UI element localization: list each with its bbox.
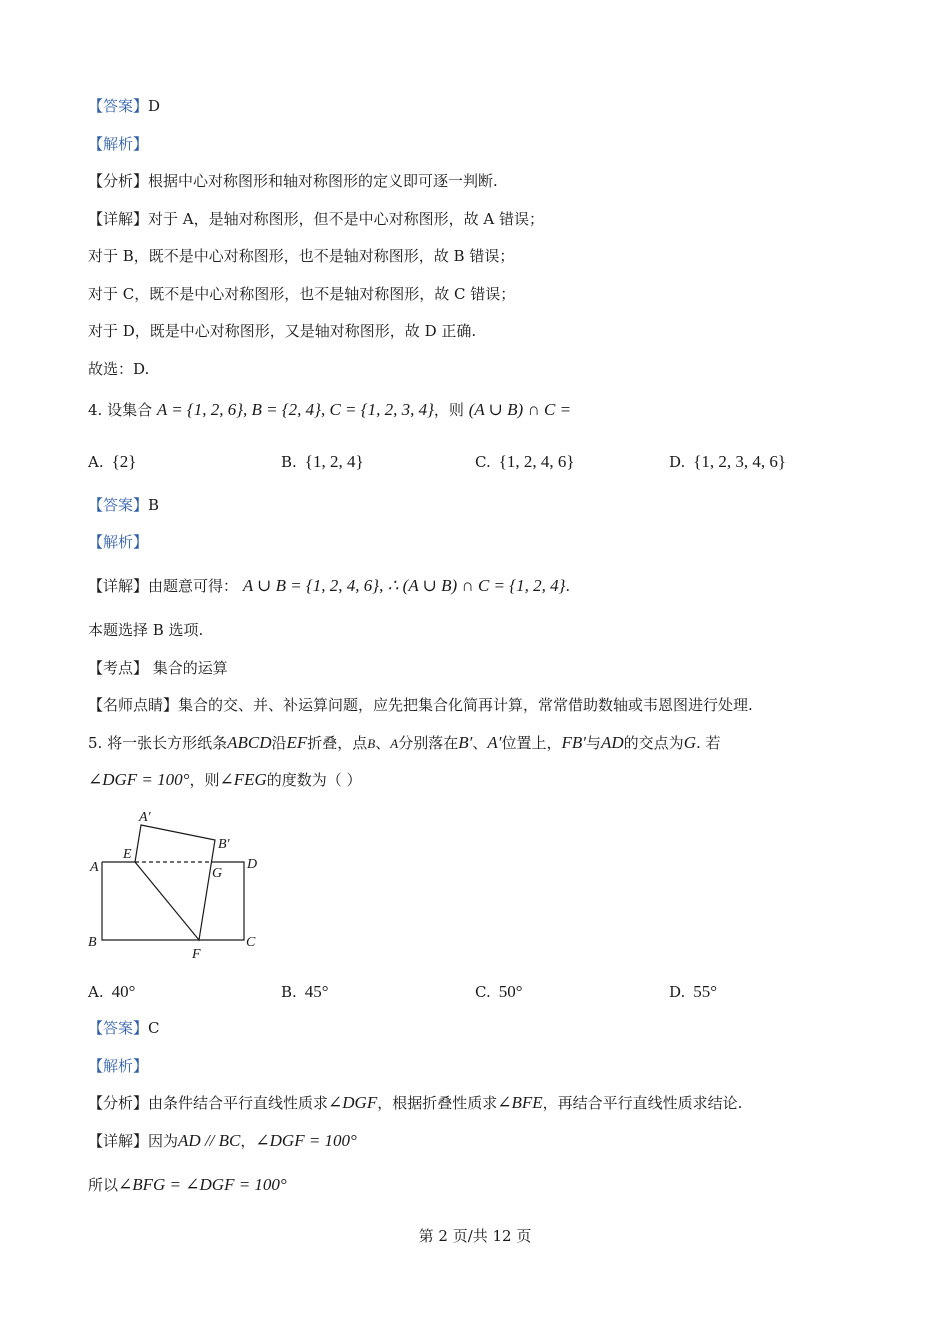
option-label: B. [281,453,297,471]
jiexi-tag: 【解析】 [88,135,149,153]
label-b: B [88,935,97,950]
stem-math: ∠FEG [219,770,267,789]
xiangjie-tag: 【详解】 [88,210,149,228]
fenxi-math: ∠BFE [497,1093,543,1112]
label-a-prime: A′ [139,810,151,825]
kaodian-tag: 【考点】 [88,659,149,677]
stem-math: B [367,736,376,751]
q4-stem [88,400,571,420]
q5-stem-line1 [88,733,721,754]
q5-option-d[interactable] [669,982,717,1002]
option-label: B. [281,983,297,1001]
label-d: D [247,857,258,872]
q3-line-c: 对于 C，既不是中心对称图形，也不是轴对称图形，故 C 错误； [88,285,516,303]
xiangjie-text: 由题意可得： [148,577,239,595]
stem-text: 与 [585,734,601,752]
xiangjie-text: 对于 A，是轴对称图形，但不是中心对称图形，故 A 错误； [148,210,544,228]
fenxi-math: ∠DGF [328,1093,378,1112]
answer-value: B [148,496,160,514]
label-f: F [192,947,201,962]
q5-jiexi-line [88,1056,148,1076]
option-value: 45° [304,982,329,1001]
label-c: C [246,935,256,950]
page-footer: 第 2 页/共 12 页 [418,1227,532,1245]
q5-suoyi-line [88,1175,287,1195]
stem-math: A [390,736,399,751]
answer-tag: 【答案】 [88,496,149,514]
fenxi-text: ，再结合平行直线性质求结论. [542,1094,743,1112]
stem-math: ∠DGF = 100° [88,770,190,789]
xiangjie-math: AD // BC [178,1131,241,1150]
q4-answer-line [88,495,159,515]
xiangjie-tag: 【详解】 [88,1132,149,1150]
label-e: E [123,847,132,862]
option-label: A. [88,983,104,1001]
xiangjie-math: A ∪ B = {1, 2, 4, 6}, ∴ (A ∪ B) ∩ C = {1, 2, 4} [242,576,566,595]
stem-text: 5. 将一张长方形纸条 [88,734,228,752]
q5-fenxi-line [88,1093,742,1113]
answer-value: D [148,97,161,115]
option-label: C. [475,983,491,1001]
suoyi-text: 所以 [88,1176,119,1194]
stem-text: ，则 [189,771,220,789]
option-label: D. [669,983,686,1001]
fenxi-tag: 【分析】 [88,172,149,190]
stem-math: EF [286,733,308,752]
stem-math: FB′ [561,733,586,752]
jiexi-tag: 【解析】 [88,533,149,551]
kaodian-text: 集合的运算 [148,659,228,677]
option-value: {1, 2, 4} [304,452,364,471]
q5-option-c[interactable] [475,982,523,1002]
option-label: A. [88,453,104,471]
option-label: D. [669,453,686,471]
q4-option-a[interactable] [88,452,136,472]
xiangjie-text: 因为 [148,1132,179,1150]
xiangjie-text: ， [240,1132,256,1150]
option-value: {1, 2, 4, 6} [498,452,575,471]
stem-math: B′ [458,733,473,752]
answer-value: C [148,1019,160,1037]
option-value: {1, 2, 3, 4, 6} [693,452,787,471]
fenxi-tag: 【分析】 [88,1094,149,1112]
mingshi-tag: 【名师点睛】 [88,696,179,714]
stem-text: . 若 [695,734,721,752]
q5-option-b[interactable] [281,982,329,1002]
q4-option-b[interactable] [281,452,364,472]
option-value: {2} [111,452,137,471]
q4-jiexi-line [88,532,148,552]
stem-math: AD [601,733,624,752]
option-value: 55° [693,982,718,1001]
jiexi-tag: 【解析】 [88,1057,149,1075]
suoyi-math: ∠BFG = ∠DGF = 100° [118,1175,287,1194]
q4-stem-mid: ，则 [433,401,464,419]
fenxi-text: 根据中心对称图形和轴对称图形的定义即可逐一判断. [148,172,498,190]
q4-stem-math: A = {1, 2, 6}, B = {2, 4}, C = {1, 2, 3, 4} [156,400,434,419]
label-g: G [212,866,223,881]
q4-xiangjie-line [88,576,570,596]
q5-stem-line2 [88,770,362,790]
stem-text: 分别落在 [398,734,459,752]
stem-text: 、 [472,734,488,752]
q3-xiangjie-line [88,209,544,229]
q3-answer-line [88,96,160,116]
fenxi-text: ，根据折叠性质求 [377,1094,498,1112]
xiangjie-math: ∠DGF = 100° [255,1131,357,1150]
option-label: C. [475,453,491,471]
fenxi-text: 由条件结合平行直线性质求 [148,1094,329,1112]
q3-line-b: 对于 B，既不是中心对称图形，也不是轴对称图形，故 B 错误； [88,247,515,265]
folded-flap [135,825,215,940]
q5-xiangjie-line [88,1131,357,1151]
option-value: 40° [111,982,136,1001]
stem-text: 位置上， [501,734,562,752]
xiangjie-tag: 【详解】 [88,577,149,595]
mingshi-text: 集合的交、并、补运算问题，应先把集合化简再计算，常常借助数轴或韦恩图进行处理. [178,696,753,714]
xiangjie-end: . [565,577,571,595]
rectangle-remaining-edge [102,862,244,940]
stem-text: 的交点为 [623,734,684,752]
stem-math: A′ [487,733,502,752]
stem-text: 、 [375,734,391,752]
q4-kaodian-line [88,658,228,678]
q3-choice: 故选：D. [88,360,150,378]
stem-text: 沿 [271,734,287,752]
q4-mingshi-line [88,695,753,715]
q4-stem-prefix: 4. 设集合 [88,401,153,419]
stem-math: G [683,733,696,752]
stem-text: 折叠，点 [307,734,368,752]
label-a: A [90,860,99,875]
stem-text: 的度数为（ ） [266,771,362,789]
label-b-prime: B′ [218,837,230,852]
q4-stem-math2: (A ∪ B) ∩ C = [468,400,572,419]
q5-answer-line [88,1018,160,1038]
q3-jiexi-line [88,134,148,154]
q3-fenxi-line [88,171,498,191]
fold-diagram [84,803,284,963]
q3-line-d: 对于 D，既是中心对称图形，又是轴对称图形，故 D 正确. [88,322,477,340]
q4-conclusion: 本题选择 B 选项. [88,621,204,639]
q4-option-d[interactable] [669,452,786,472]
answer-tag: 【答案】 [88,97,149,115]
option-value: 50° [498,982,523,1001]
q5-option-a[interactable] [88,982,135,1002]
q4-option-c[interactable] [475,452,575,472]
answer-tag: 【答案】 [88,1019,149,1037]
stem-math: ABCD [227,733,272,752]
